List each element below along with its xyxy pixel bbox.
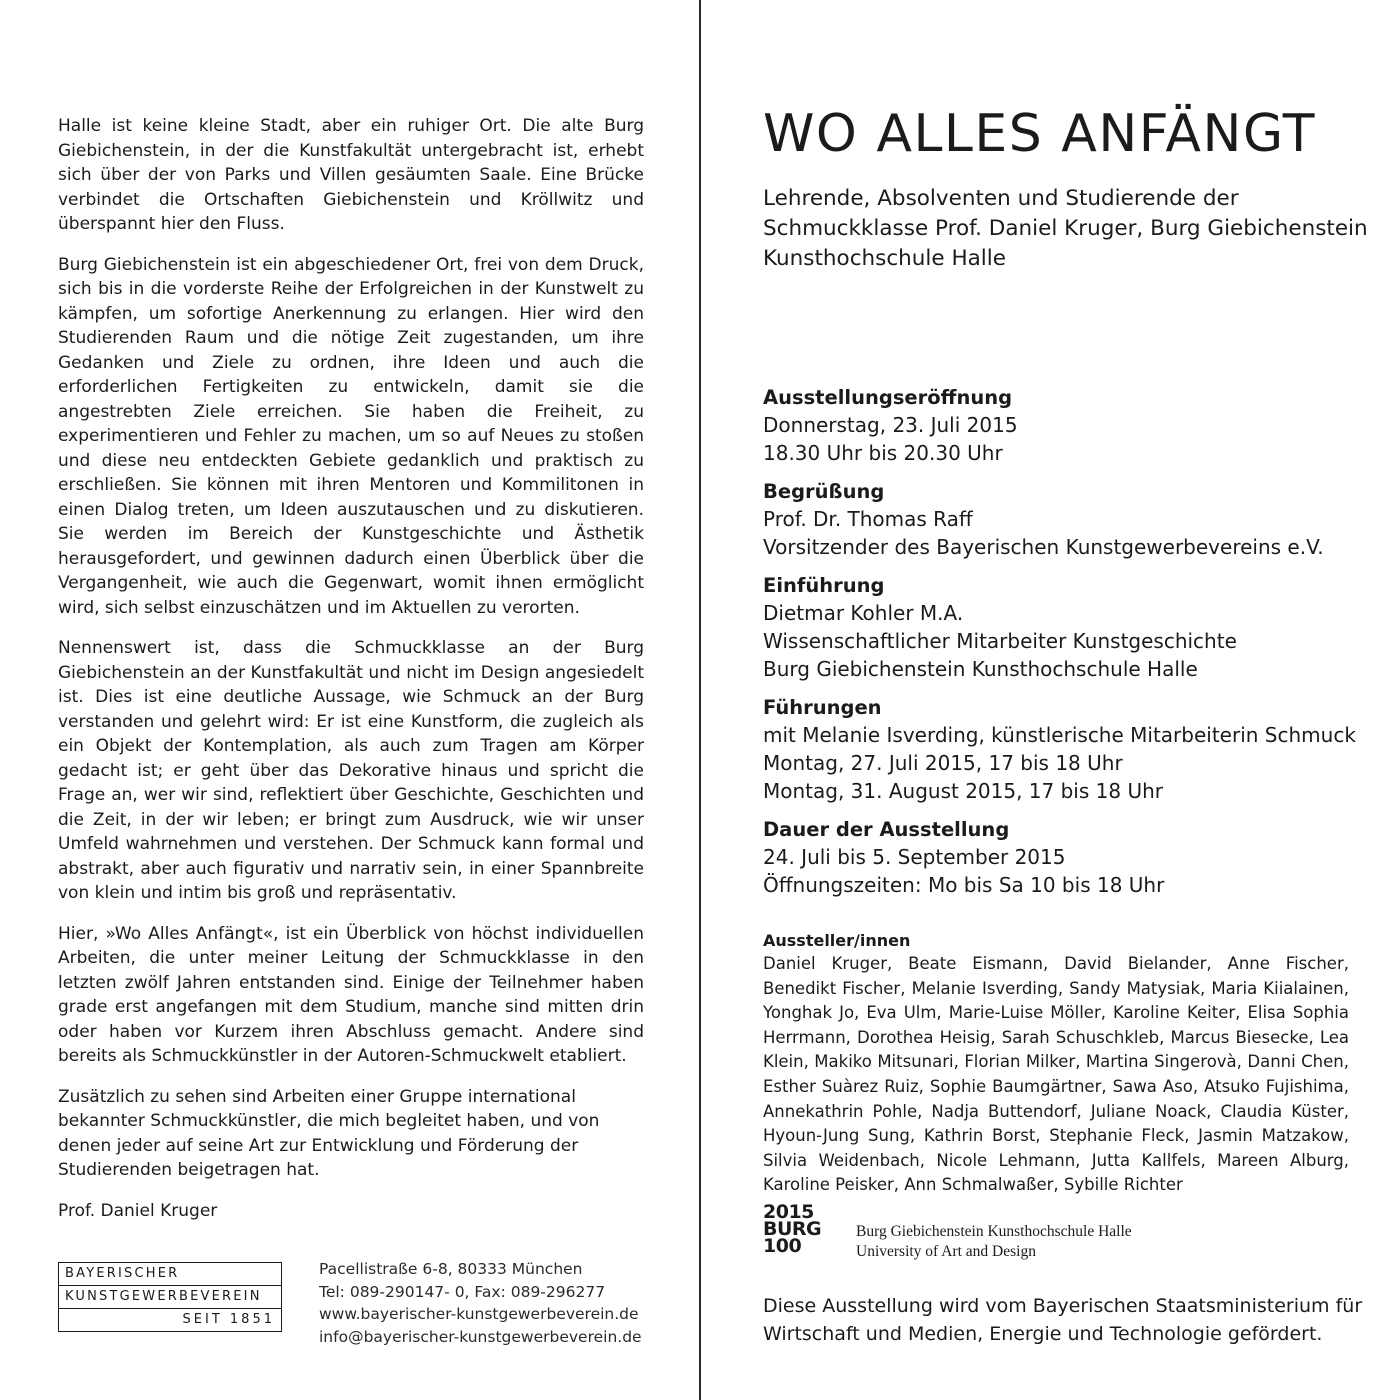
event-opening [763,385,1363,467]
essay-text [58,114,644,1239]
event-welcome [763,479,1363,561]
event-line: Vorsitzender des Bayerischen Kunstgewerbevereins e.V. [763,535,1324,559]
bkv-logo-line-2: KUNSTGEWERBEVEREIN [59,1286,281,1309]
burg-logo-line-1: 2015 [763,1201,814,1223]
bkv-logo-line-3: SEIT 1851 [182,1312,275,1327]
subtitle-line-3: Kunsthochschule Halle [763,246,1006,271]
burg-institution-name [856,1222,1132,1262]
event-line: Öffnungszeiten: Mo bis Sa 10 bis 18 Uhr [763,873,1165,897]
sponsor-line-1: Diese Ausstellung wird vom Bayerischen Staatsministerium für [763,1295,1363,1317]
exhibitors-list: Daniel Kruger, Beate Eismann, David Bielander, Anne Fischer, Benedikt Fischer, Melanie Isverding, Sandy Matysiak, Maria Kiialainen, Yonghak Jo, Eva Ulm, Marie-Luise Möller, Karoline Keiter, Elisa Sophia Herrmann, Dorothea Heisig, Sarah Schuschkleb, Marcus Biesecke, Lea Klein, Makiko Mitsunari, Florian Milker, Martina Singerovà, Danni Chen, Esther Suàrez Ruiz, Sophie Baumgärtner, Sawa Aso, Atsuko Fujishima, Annekathrin Pohle, Nadja Buttendorf, Juliane Noack, Claudia Küster, Hyoun-Jung Sung, Kathrin Borst, Stephanie Fleck, Jasmin Matzakow, Silvia Weidenbach, Nicole Lehmann, Jutta Kallfels, Mareen Alburg, Karoline Peisker, Ann Schmalwaßer, Sybille Richter [763,954,1349,1195]
event-duration [763,817,1363,899]
event-heading: Ausstellungseröffnung [763,386,1013,409]
event-heading: Begrüßung [763,480,885,503]
contact-block [319,1258,642,1348]
sponsor-note [763,1292,1362,1348]
event-line: Wissenschaftlicher Mitarbeiter Kunstgeschichte [763,629,1237,653]
essay-paragraph-5: Zusätzlich zu sehen sind Arbeiten einer Gruppe international bekannter Schmuckkünstler, die mich begleitet haben, und von denen jeder auf seine Art zur Entwicklung und Förderung der Studierenden beigetragen hat. [58,1086,600,1180]
contact-email[interactable]: info@bayerischer-kunstgewerbeverein.de [319,1327,642,1346]
subtitle [763,184,1368,274]
subtitle-line-1: Lehrende, Absolventen und Studierende der [763,186,1239,211]
burg-tagline: University of Art and Design [856,1243,1036,1260]
event-heading: Führungen [763,696,882,719]
burg-name: Burg Giebichenstein Kunsthochschule Halle [856,1223,1132,1240]
event-line: mit Melanie Isverding, künstlerische Mitarbeiterin Schmuck [763,723,1356,747]
sponsor-line-2: Wirtschaft und Medien, Energie und Technologie gefördert. [763,1323,1323,1345]
event-line: 24. Juli bis 5. September 2015 [763,845,1066,869]
bkv-logo-line-1: BAYERISCHER [59,1263,281,1286]
event-line: Dietmar Kohler M.A. [763,601,964,625]
contact-address: Pacellistraße 6-8, 80333 München [319,1260,583,1278]
event-line: Donnerstag, 23. Juli 2015 [763,413,1018,437]
essay-paragraph-3: Nennenswert ist, dass die Schmuckklasse an der Burg Giebichenstein an der Kunstfakultät und nicht im Design angesiedelt ist. Dies ist eine deutliche Aussage, wie Schmuck an der Burg verstanden und gelehrt wird: Er ist eine Kunstform, die zugleich als ein Objekt der Kontemplation, als auch zum Tragen am Körper gedacht ist; er geht über das Dekorative hinaus und spricht die Frage an, wer wir sind, reflektiert über Geschichte, Geschichten und die Zeit, in der wir leben; er bringt zum Ausdruck, wie wir unser Umfeld wahrnehmen und verstehen. Der Schmuck kann formal und abstrakt, aber auch figurativ und narrativ sein, in einer Spannbreite von klein und intim bis groß und repräsentativ. [58,638,644,903]
event-line: Prof. Dr. Thomas Raff [763,507,973,531]
burg-100-logo [763,1201,822,1257]
event-tours [763,695,1363,805]
exhibitors-heading: Aussteller/innen [763,931,911,950]
event-line: Montag, 31. August 2015, 17 bis 18 Uhr [763,779,1163,803]
essay-signature: Prof. Daniel Kruger [58,1200,218,1221]
contact-phone: Tel: 089-290147- 0, Fax: 089-296277 [319,1282,606,1301]
essay-paragraph-2: Burg Giebichenstein ist ein abgeschiedener Ort, frei von dem Druck, sich bis in die vorderste Reihe der Erfolgreichen in der Kunstwelt zu kämpfen, um sofortige Anerkennung zu erlangen. Hier wird den Studierenden Raum und die nötige Zeit zugestanden, um ihre Gedanken und Ziele zu ordnen, ihre Ideen und auch die erforderlichen Fertigkeiten zu entwickeln, damit sie die angestrebten Ziele erreichen. Sie haben die Freiheit, zu experimentieren und Fehler zu machen, um so auf Neues zu stoßen und diese neu entdeckten Gebiete gedanklich und praktisch zu erschließen. Sie können mit ihren Mentoren und Kommilitonen in einen Dialog treten, um Ideen auszutauschen und zu diskutieren. Sie werden im Bereich der Kunstgeschichte und Ästhetik herausgefordert, und gewinnen dadurch einen Überblick über die Vergangenheit, wie auch die Gegenwart, womit ihnen ermöglicht wird, sich selbst einzuschätzen und im Aktuellen zu verorten. [58,254,644,618]
bkv-logo [58,1262,282,1332]
essay-paragraph-1: Halle ist keine kleine Stadt, aber ein ruhiger Ort. Die alte Burg Giebichenstein, in der die Kunstfakultät untergebracht ist, erhebt sich über der von Parks und Villen gesäumten Saale. Eine Brücke verbindet die Ortschaften Giebichenstein und Kröllwitz und überspannt hier den Fluss. [58,116,644,234]
event-line: 18.30 Uhr bis 20.30 Uhr [763,441,1003,465]
event-introduction [763,573,1363,683]
contact-website[interactable]: www.bayerischer-kunstgewerbeverein.de [319,1305,639,1323]
right-page [701,0,1400,1400]
event-heading: Einführung [763,574,885,597]
subtitle-line-2: Schmuckklasse Prof. Daniel Kruger, Burg Giebichenstein [763,216,1368,241]
event-list [763,385,1363,911]
event-line: Montag, 27. Juli 2015, 17 bis 18 Uhr [763,751,1123,775]
exhibitors-section [763,930,1349,1198]
burg-logo-line-2: BURG [763,1218,822,1240]
burg-logo-line-3: 100 [763,1235,802,1257]
event-heading: Dauer der Ausstellung [763,818,1010,841]
essay-paragraph-4: Hier, »Wo Alles Anfängt«, ist ein Überblick von höchst individuellen Arbeiten, die unter meiner Leitung der Schmuckklasse in den letzten zwölf Jahren entstanden sind. Einige der Teilnehmer haben grade erst angefangen mit dem Studium, manche sind mitten drin oder haben vor Kurzem ihren Abschluss gemacht. Andere sind bereits als Schmuckkünstler in der Autoren-Schmuckwelt etabliert. [58,923,644,1066]
event-line: Burg Giebichenstein Kunsthochschule Halle [763,657,1198,681]
page-title: WO ALLES ANFÄNGT [763,104,1317,164]
